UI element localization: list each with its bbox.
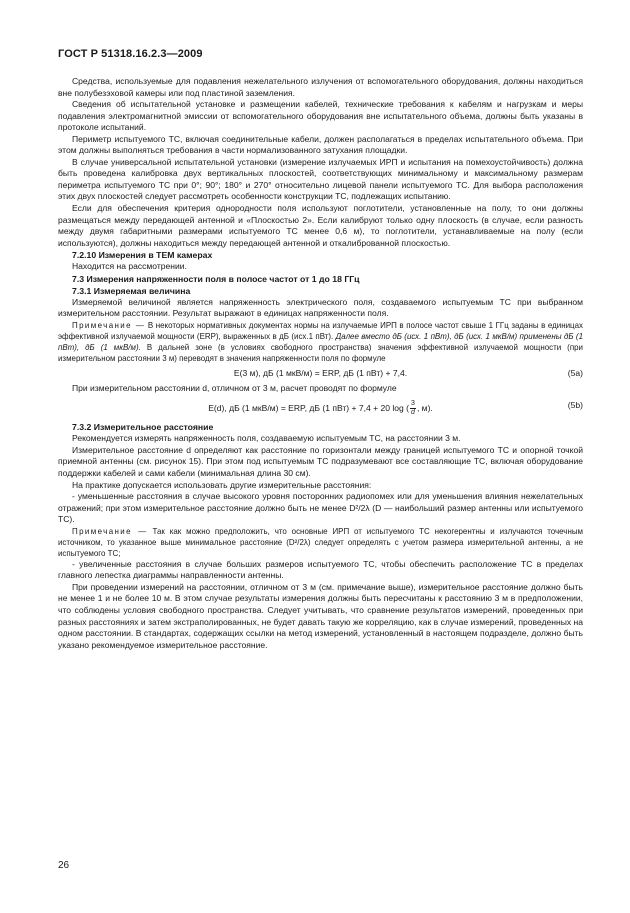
note [58, 526, 583, 559]
paragraph: Находится на рассмотрении. [72, 261, 187, 272]
paragraph: В случае универсальной испытательной установки (измерение излучаемых ИРП и испытания на помехоустойчивость) должна быть проведена калибровка двух вертикальных плоскостей, соответствующих минимальному и максимальному размерам периметра испытуемого ТС при 0°; 90°; 180° и 270° относительно лицевой панели испытуемого ТС. Для выбора расположения этих двух плоскостей следует рассмотреть особенности конструкции ТС, подлежащих испытанию. [58, 156, 583, 202]
note [58, 320, 583, 364]
paragraph: При измерительном расстоянии d, отличном от 3 м, расчет проводят по формуле [72, 382, 397, 393]
formula-expression [58, 400, 583, 417]
formula-number: (5a) [567, 367, 583, 378]
section-heading: 7.3 Измерения напряженности поля в полосе частот от 1 до 18 ГГц [72, 273, 360, 284]
note-text: Так как можно предположить, что основные ИРП от испытуемого ТС некогерентны и излучаются точечным источником, то указанное выше минимальное расстояние (D²/2λ) следует определять с учетом размера измерительной антенны, а не испытуемого ТС; [58, 526, 583, 558]
section-heading: 7.3.2 Измерительное расстояние [72, 422, 214, 433]
formula-5b [58, 394, 583, 418]
formula-5a [58, 364, 583, 383]
list-item: - увеличенные расстояния в случае больших размеров испытуемого ТС, чтобы обеспечить расположение ТС в пределах главного лепестка диаграммы направленности антенны. [58, 558, 583, 581]
page-header: ГОСТ Р 51318.16.2.3—2009 [58, 48, 203, 60]
paragraph: Периметр испытуемого ТС, включая соединительные кабели, должен располагаться в пределах испытательного объема. При этом должны выполняться требования в части нормализованного затухания площадки. [58, 133, 583, 156]
formula-number: (5b) [567, 400, 583, 411]
paragraph: На практике допускается использовать другие измерительные расстояния: [72, 479, 372, 490]
formula-part: E(d), дБ (1 мкВ/м) = ERP, дБ (1 пВт) + 7,4 + 20 log ( [208, 403, 410, 414]
page-number: 26 [58, 860, 70, 871]
paragraph: Если для обеспечения критерия однородности поля используют поглотители, установленные на полу, то они должны размещаться между передающей антенной и «Плоскостью 2». Если калибруют только одну плоскость (в случае, если разность между двумя габаритными размерами испытуемого ТС менее 0,6 м), то поглотители, устанавливаемые на полу (если используются), должны находиться между передающей антенной и откалиброванной плоскостью. [58, 203, 583, 248]
list-item: - уменьшенные расстояния в случае высокого уровня посторонних радиопомех или для уменьшения влияния нежелательных отражений; при этом измерительное расстояние должно быть не менее D²/2λ (D — наибольший размер антенны или испытуемого ТС). [58, 491, 583, 525]
note-text: В дальней зоне (в условиях свободного пространства) значения эффективной излучаемой мощности (при измерительном расстоянии 3 м) переводят в значения напряженности поля по формуле [58, 342, 583, 363]
page-body [58, 76, 583, 651]
section-heading: 7.2.10 Измерения в ТЕМ камерах [72, 250, 213, 261]
formula-expression: E(3 м), дБ (1 мкВ/м) = ERP, дБ (1 пВт) + 7,4. [233, 367, 408, 378]
fraction-denominator: d [411, 409, 415, 417]
formula-part: , м). [416, 403, 433, 414]
formula-fraction [410, 400, 416, 417]
paragraph: Сведения об испытательной установке и размещении кабелей, технические требования к кабелям и нагрузкам и меры подавления электромагнитной эмиссии от вспомогательного оборудования вне испытательного объема, должны быть указаны в протоколе испытаний. [58, 99, 583, 133]
section-heading: 7.3.1 Измеряемая величина [72, 285, 191, 296]
note-text: В некоторых нормативных документах нормы на излучаемые ИРП в полосе частот свыше 1 ГГц заданы в единицах эффективной излучаемой мощности (ERP), выраженных в дБ (исх.1 пВт). [58, 320, 583, 341]
paragraph: Рекомендуется измерять напряженность поля, создаваемую испытуемым ТС, на расстоянии 3 м. [72, 433, 461, 444]
paragraph: Измерительное расстояние d определяют как расстояние по горизонтали между границей испытуемого ТС и опорной точкой приемной антенны (см. рисунок 15). При этом под испытуемым ТС подразумевают все составляющие ТС, включая оборудование поддержки кабелей и сами кабели (минимальная длина 30 см). [58, 444, 583, 479]
fraction-numerator: 3 [411, 400, 415, 408]
note-label: Примечание — [72, 526, 148, 536]
paragraph: Средства, используемые для подавления нежелательного излучения от вспомогательного оборудования, должны находиться вне полубезэховой камеры или под пластиной заземления. [58, 76, 583, 98]
note-text-italic: Далее вместо дБ (исх. 1 пВт), дБ (исх. 1 мкВ/м) применены дБ (1 пВт), дБ (1 мкВ/м). [58, 331, 583, 352]
paragraph: При проведении измерений на расстоянии, отличном от 3 м (см. примечание выше), измерительное расстояние должно быть не менее 1 и не более 10 м. В этом случае результаты измерения должны быть пересчитаны к расстоянию 3 м в предположении, что соблюдены условия свободного пространства. Следует учитывать, что сравнение результатов измерений, проведенных при разных расстояниях и затем экстраполированных, не будет давать такую же корреляцию, как в случае измерений, проведенных на одном расстоянии. В стандартах, содержащих ссылки на метод измерений, установленный в настоящем подразделе, должно быть указано рекомендуемое измерительное расстояние. [58, 581, 583, 650]
paragraph: Измеряемой величиной является напряженность электрического поля, создаваемого испытуемым ТС при выбранном измерительном расстоянии. Результат выражают в единицах напряженности поля. [58, 296, 583, 319]
note-label: Примечание — [72, 320, 146, 330]
